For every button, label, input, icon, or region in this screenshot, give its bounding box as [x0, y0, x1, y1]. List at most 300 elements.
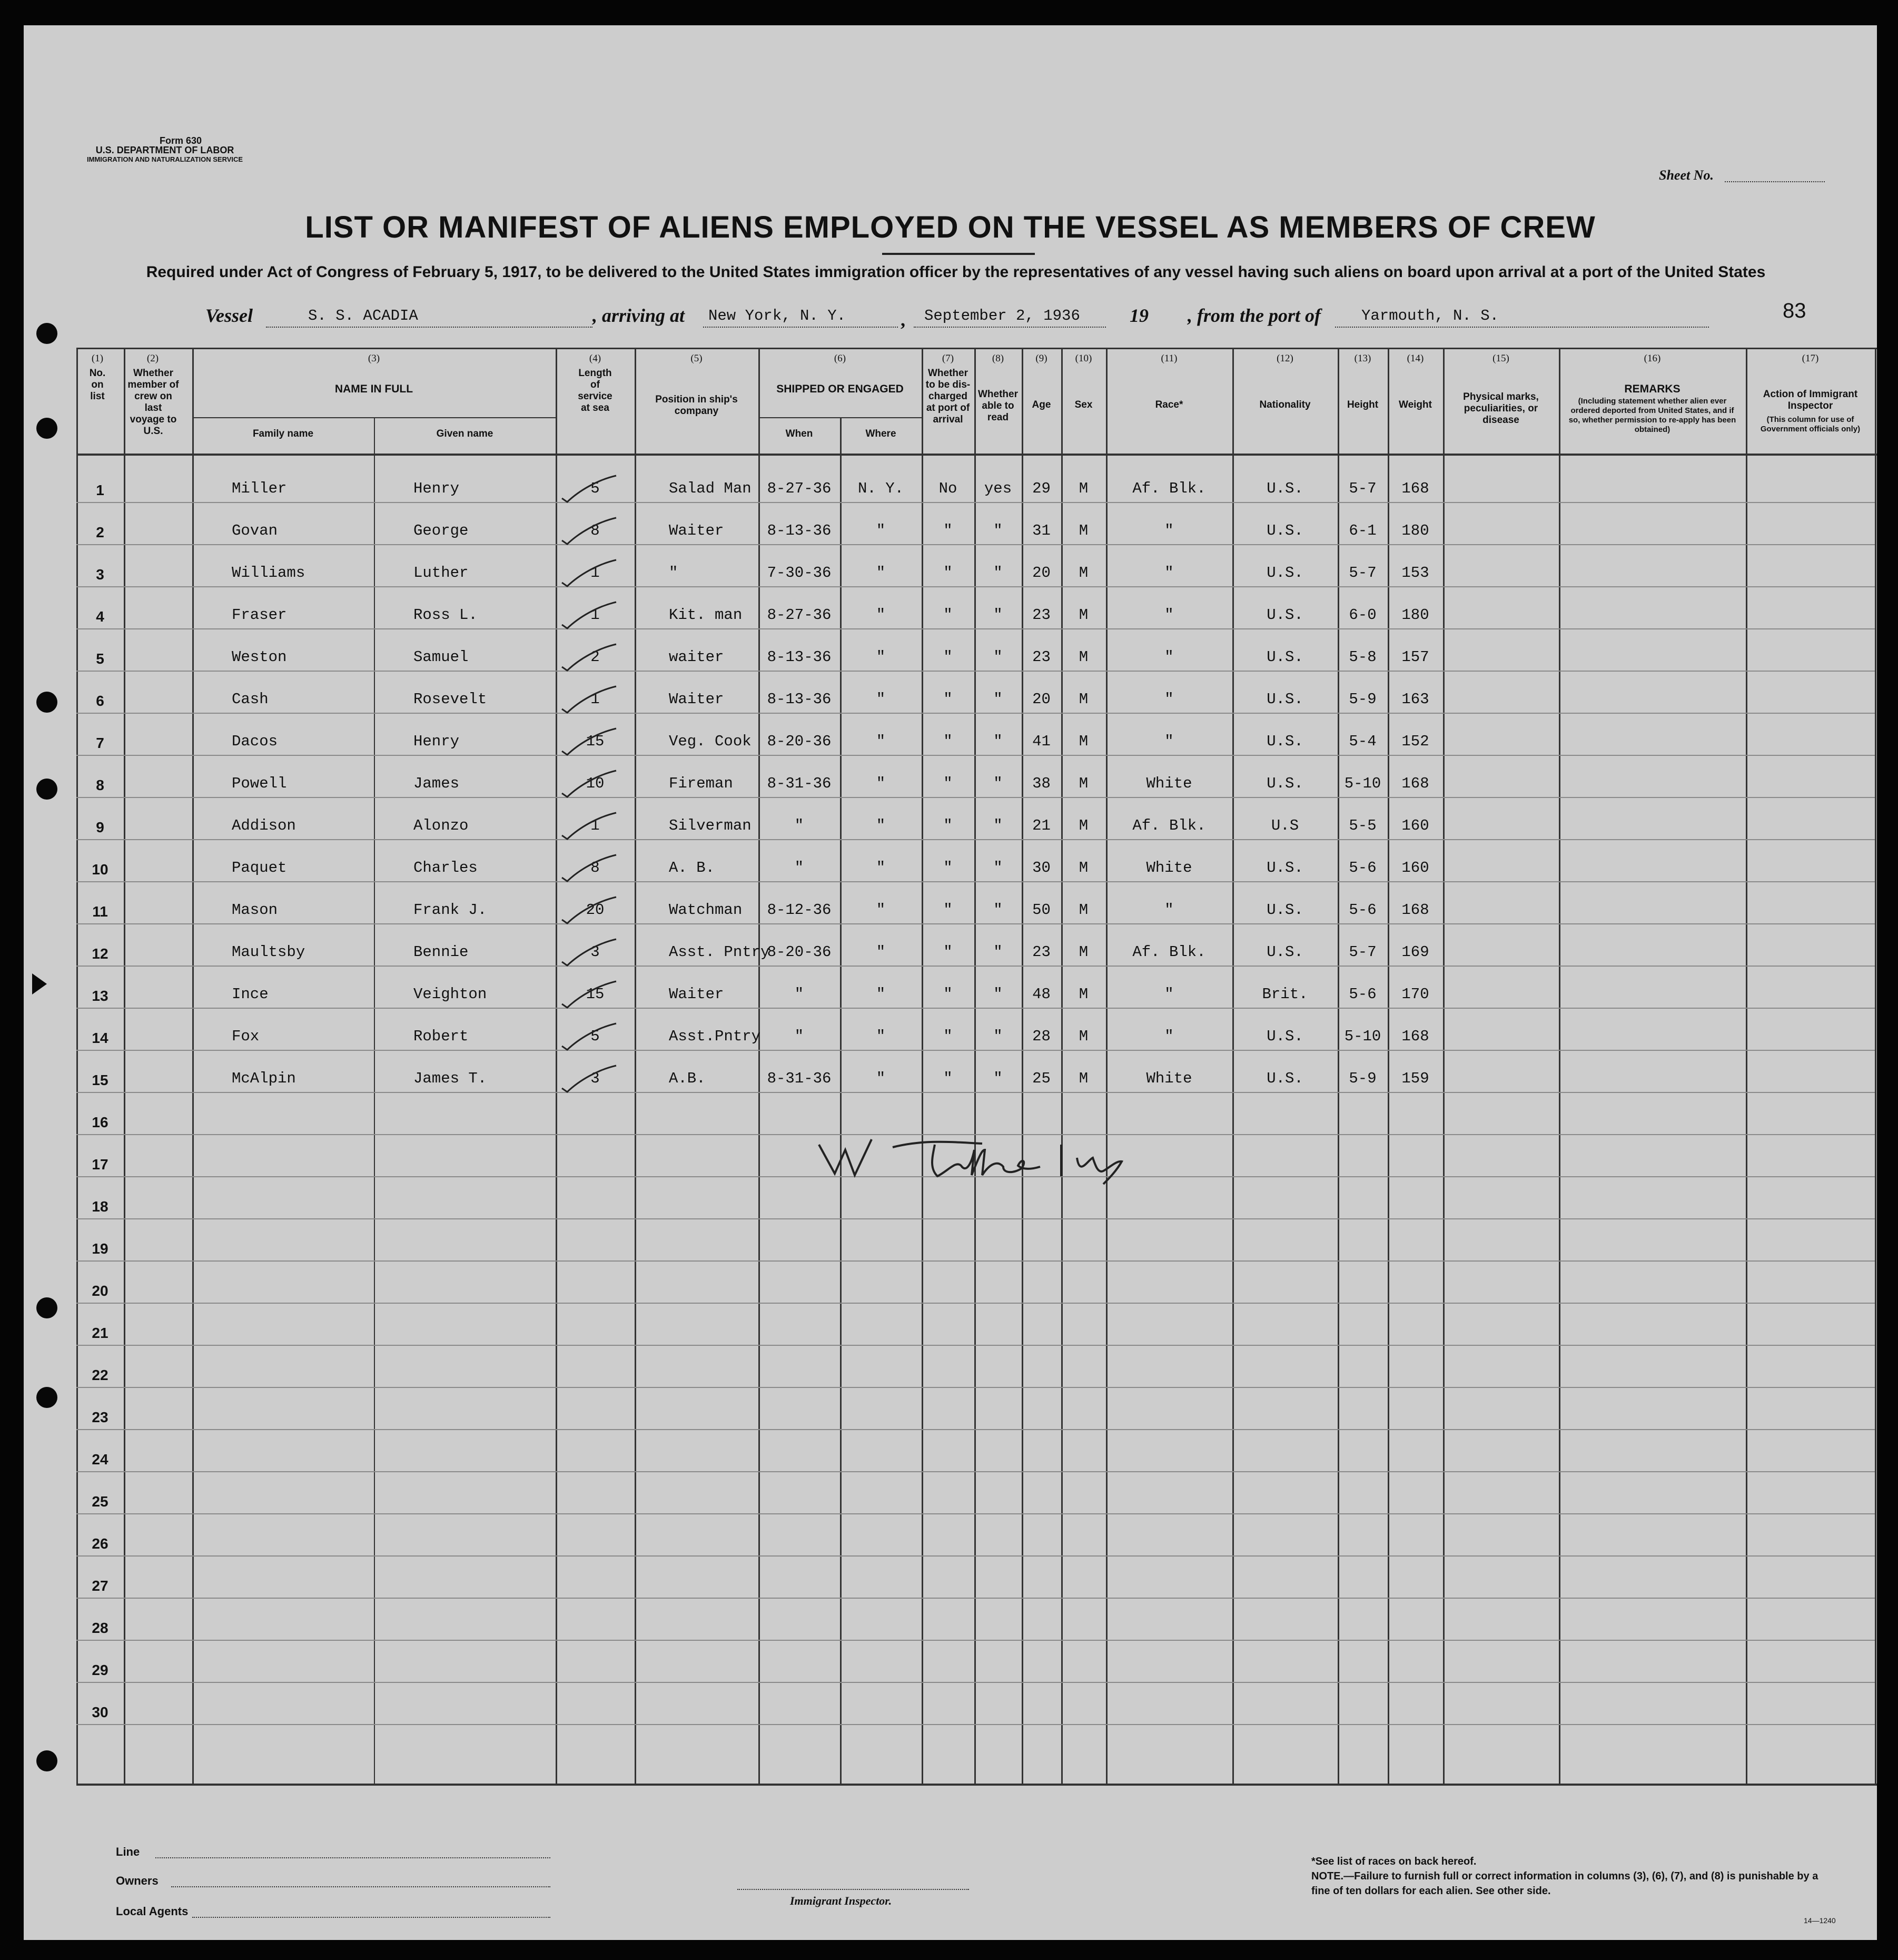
cell-height: 5-7 [1349, 480, 1377, 497]
cell-sex: M [1079, 901, 1089, 919]
cell-age: 23 [1032, 648, 1051, 666]
col-action: Action of Immigrant Inspector [1763, 389, 1858, 411]
row-number: 5 [96, 651, 104, 667]
cell-position: Salad Man [669, 480, 752, 497]
cell-height: 5-6 [1349, 859, 1377, 876]
cell-where: " [876, 648, 886, 666]
col-family-name: Family name [252, 428, 314, 439]
row-number: 27 [92, 1578, 108, 1594]
arriving-value: New York, N. Y. [708, 307, 846, 324]
cell-height: 5-10 [1344, 1028, 1381, 1045]
col-where: Where [865, 428, 896, 439]
cell-when: " [794, 817, 804, 834]
cell-when: 8-13-36 [767, 522, 832, 539]
cell-read: " [993, 943, 1003, 961]
row-rule [76, 1218, 1875, 1219]
cell-family: Williams [232, 564, 305, 582]
cell-family: Fraser [232, 606, 287, 624]
punch-hole [36, 418, 57, 439]
form-label [87, 136, 243, 164]
row-number: 23 [92, 1409, 108, 1425]
column-divider [1559, 348, 1560, 1784]
cell-height: 5-6 [1349, 986, 1377, 1003]
col-given-name: Given name [436, 428, 493, 439]
cell-when: 8-12-36 [767, 901, 832, 919]
cell-sex: M [1079, 606, 1089, 624]
cell-when: 7-30-36 [767, 564, 832, 582]
department-name: U.S. DEPARTMENT OF LABOR [95, 145, 234, 155]
row-number: 2 [96, 524, 104, 540]
col-remarks: REMARKS [1624, 383, 1680, 395]
row-rule [76, 1555, 1875, 1557]
cell-read: " [993, 606, 1003, 624]
cell-weight: 168 [1401, 901, 1429, 919]
cell-weight: 163 [1401, 691, 1429, 708]
cell-length: 8 [590, 859, 600, 876]
cell-family: Maultsby [232, 943, 305, 961]
column-divider [1443, 348, 1445, 1784]
cell-age: 25 [1032, 1070, 1051, 1087]
cell-age: 29 [1032, 480, 1051, 497]
cell-length: 5 [590, 1028, 600, 1045]
cell-discharged: " [943, 943, 953, 961]
from-label: , from the port of [1188, 305, 1321, 326]
cell-height: 5-4 [1349, 733, 1377, 750]
table-bottom-rule [76, 1784, 1877, 1786]
cell-sex: M [1079, 480, 1089, 497]
cell-given: James T. [413, 1070, 487, 1087]
cell-read: yes [984, 480, 1012, 497]
row-number: 22 [92, 1367, 108, 1383]
col-action-sub: (This column for use of Government officials only) [1760, 415, 1861, 434]
row-number: 20 [92, 1283, 108, 1299]
cell-nationality: U.S. [1267, 564, 1303, 582]
cell-where: " [876, 986, 886, 1003]
row-number: 26 [92, 1535, 108, 1552]
row-rule [76, 1303, 1875, 1304]
cell-discharged: " [943, 1028, 953, 1045]
col-2-number: (2) [146, 353, 159, 364]
cell-given: Veighton [413, 986, 487, 1003]
col-11-number: (11) [1161, 353, 1178, 364]
cell-sex: M [1079, 775, 1089, 792]
footer-line-label: Line [116, 1845, 140, 1858]
punch-hole [36, 779, 57, 800]
punch-hole [36, 1750, 57, 1771]
cell-discharged: " [943, 522, 953, 539]
cell-when: 8-27-36 [767, 480, 832, 497]
cell-where: N. Y. [857, 480, 904, 497]
row-number: 10 [92, 861, 108, 878]
col-no-on-list: No. on list [89, 368, 106, 402]
cell-sex: M [1079, 1028, 1089, 1045]
row-number: 28 [92, 1620, 108, 1636]
cell-when: 8-27-36 [767, 606, 832, 624]
cell-discharged: " [943, 648, 953, 666]
row-rule [76, 502, 1875, 503]
row-rule [76, 713, 1875, 714]
cell-family: Cash [232, 691, 269, 708]
arriving-underline [703, 327, 898, 328]
cell-where: " [876, 901, 886, 919]
cell-race: White [1146, 859, 1192, 876]
row-number: 21 [92, 1325, 108, 1341]
cell-height: 5-9 [1349, 691, 1377, 708]
cell-discharged: " [943, 691, 953, 708]
check-mark [561, 517, 619, 548]
check-mark [561, 812, 619, 843]
cell-when: 8-20-36 [767, 943, 832, 961]
cell-position: Asst. Pntry [669, 943, 770, 961]
cell-age: 30 [1032, 859, 1051, 876]
row-number: 30 [92, 1704, 108, 1720]
vessel-label: Vessel [205, 305, 253, 326]
cell-position: Waiter [669, 522, 724, 539]
cell-length: 1 [590, 691, 600, 708]
row-rule [76, 1640, 1875, 1641]
row-number: 16 [92, 1114, 108, 1130]
cell-age: 41 [1032, 733, 1051, 750]
arriving-label: , arriving at [592, 305, 685, 326]
cell-weight: 157 [1401, 648, 1429, 666]
check-mark [561, 896, 619, 928]
cell-age: 48 [1032, 986, 1051, 1003]
col-16-number: (16) [1644, 353, 1661, 364]
col-sex: Sex [1074, 399, 1093, 410]
col-remarks-sub: (Including statement whether alien ever ordered deported from United States, and if so, whether permission to re-apply has been obtained) [1568, 397, 1736, 434]
footer-agents-field [192, 1917, 550, 1918]
cell-height: 6-0 [1349, 606, 1377, 624]
comma: , [901, 309, 905, 330]
cell-position: Waiter [669, 986, 724, 1003]
cell-read: " [993, 564, 1003, 582]
check-mark [561, 601, 619, 633]
row-rule [76, 1050, 1875, 1051]
row-rule [76, 1092, 1875, 1093]
cell-weight: 180 [1401, 606, 1429, 624]
col-race: Race* [1155, 399, 1183, 410]
check-mark [561, 980, 619, 1012]
col-position: Position in ship's company [655, 394, 738, 417]
cell-when: 8-31-36 [767, 775, 832, 792]
col-shipped-engaged: SHIPPED OR ENGAGED [776, 383, 904, 395]
cell-age: 20 [1032, 691, 1051, 708]
column-divider [635, 348, 636, 1784]
cell-position: Waiter [669, 691, 724, 708]
row-number: 1 [96, 482, 104, 498]
cell-position: Kit. man [669, 606, 743, 624]
column-divider [1746, 348, 1747, 1784]
row-number: 13 [92, 988, 108, 1004]
column-divider [1388, 348, 1389, 1784]
vessel-underline [266, 327, 592, 328]
cell-position: Veg. Cook [669, 733, 752, 750]
cell-given: Henry [413, 480, 460, 497]
row-rule [76, 1724, 1875, 1725]
cell-position: Watchman [669, 901, 743, 919]
col-when: When [785, 428, 813, 439]
cell-age: 23 [1032, 943, 1051, 961]
cell-read: " [993, 522, 1003, 539]
col-height: Height [1347, 399, 1379, 410]
cell-race: " [1164, 522, 1174, 539]
page-number: 83 [1783, 299, 1806, 322]
row-number: 6 [96, 693, 104, 709]
cell-nationality: U.S. [1267, 648, 1303, 666]
column-divider [1022, 348, 1023, 1784]
from-value: Yarmouth, N. S. [1361, 307, 1499, 324]
row-number: 4 [96, 608, 104, 625]
cell-given: Luther [413, 564, 469, 582]
cell-where: " [876, 943, 886, 961]
cell-sex: M [1079, 859, 1089, 876]
table-top-rule [76, 348, 1877, 349]
column-divider [1061, 348, 1063, 1784]
cell-length: 2 [590, 648, 600, 666]
cell-weight: 159 [1401, 1070, 1429, 1087]
column-divider [758, 348, 760, 1784]
column-divider [556, 348, 557, 1784]
cell-discharged: " [943, 733, 953, 750]
cell-family: Fox [232, 1028, 260, 1045]
cell-nationality: U.S. [1267, 480, 1303, 497]
cell-nationality: U.S. [1267, 733, 1303, 750]
row-number: 29 [92, 1662, 108, 1678]
cell-nationality: U.S. [1267, 901, 1303, 919]
column-divider [1338, 348, 1339, 1784]
cell-nationality: Brit. [1262, 986, 1308, 1003]
row-number: 8 [96, 777, 104, 793]
table-header-rule [76, 454, 1877, 456]
cell-age: 23 [1032, 606, 1051, 624]
check-mark [561, 938, 619, 970]
cell-race: Af. Blk. [1132, 943, 1206, 961]
cell-family: Ince [232, 986, 269, 1003]
col-17-number: (17) [1802, 353, 1819, 364]
date-underline [914, 327, 1106, 328]
cell-discharged: " [943, 986, 953, 1003]
cell-nationality: U.S. [1267, 606, 1303, 624]
column-divider [974, 348, 976, 1784]
cell-length: 1 [590, 817, 600, 834]
row-number: 17 [92, 1156, 108, 1173]
column-divider [76, 348, 78, 1784]
column-divider [1875, 348, 1876, 1784]
check-mark [561, 1065, 619, 1096]
cell-length: 1 [590, 564, 600, 582]
row-rule [76, 881, 1875, 882]
cell-sex: M [1079, 817, 1089, 834]
column-divider [922, 348, 923, 1784]
footer-owners-field [171, 1886, 550, 1887]
footer-owners-label: Owners [116, 1874, 159, 1887]
cell-family: Mason [232, 901, 278, 919]
cell-given: Samuel [413, 648, 469, 666]
cell-given: James [413, 775, 460, 792]
vessel-value: S. S. ACADIA [308, 307, 418, 324]
cell-sex: M [1079, 691, 1089, 708]
print-code: 14—1240 [1804, 1916, 1836, 1925]
cell-weight: 168 [1401, 480, 1429, 497]
col-12-number: (12) [1277, 353, 1293, 364]
footer-agents-label: Local Agents [116, 1905, 189, 1918]
cell-race: " [1164, 606, 1174, 624]
row-rule [76, 1471, 1875, 1472]
check-mark [561, 1022, 619, 1054]
row-number: 11 [92, 903, 108, 920]
cell-family: Addison [232, 817, 296, 834]
cell-length: 1 [590, 606, 600, 624]
cell-race: White [1146, 775, 1192, 792]
row-number: 25 [92, 1493, 108, 1510]
col-length-service: Length of service at sea [578, 368, 612, 413]
cell-height: 5-7 [1349, 943, 1377, 961]
cell-given: Ross L. [413, 606, 478, 624]
form-number: Form 630 [160, 135, 202, 146]
cell-where: " [876, 1028, 886, 1045]
cell-read: " [993, 1070, 1003, 1087]
check-mark [561, 475, 619, 506]
col-13-number: (13) [1354, 353, 1371, 364]
cell-length: 20 [586, 901, 605, 919]
cell-discharged: " [943, 606, 953, 624]
penalty-note: NOTE.—Failure to furnish full or correct information in columns (3), (6), (7), and (8) is punishable by a fine of ten dollars for each alien. See other side. [1311, 1870, 1818, 1897]
cell-position: Silverman [669, 817, 752, 834]
cell-weight: 152 [1401, 733, 1429, 750]
col-3-number: (3) [368, 353, 380, 364]
column-divider [124, 348, 125, 1784]
row-rule [76, 1260, 1875, 1262]
row-rule [76, 966, 1875, 967]
cell-given: Rosevelt [413, 691, 487, 708]
cell-read: " [993, 691, 1003, 708]
col-discharged: Whether to be dis-charged at port of arrival [925, 368, 971, 425]
row-rule [76, 1429, 1875, 1430]
cell-family: Weston [232, 648, 287, 666]
cell-given: Bennie [413, 943, 469, 961]
cell-length: 3 [590, 1070, 600, 1087]
cell-position: Fireman [669, 775, 733, 792]
check-mark [561, 854, 619, 885]
cell-race: White [1146, 1070, 1192, 1087]
cell-family: Govan [232, 522, 278, 539]
cell-race: " [1164, 901, 1174, 919]
row-number: 7 [96, 735, 104, 751]
row-rule [76, 839, 1875, 840]
col-whether-member: Whether member of crew on last voyage to U.S. [127, 368, 179, 437]
cell-sex: M [1079, 986, 1089, 1003]
cell-read: " [993, 859, 1003, 876]
cell-family: Paquet [232, 859, 287, 876]
row-rule [76, 755, 1875, 756]
cell-position: " [669, 564, 678, 582]
punch-notch [32, 973, 47, 994]
cell-given: Frank J. [413, 901, 487, 919]
cell-race: " [1164, 986, 1174, 1003]
cell-given: Alonzo [413, 817, 469, 834]
punch-hole [36, 1297, 57, 1318]
from-underline [1335, 327, 1709, 328]
inspector-label: Immigrant Inspector. [790, 1894, 892, 1907]
row-rule [76, 1387, 1875, 1388]
cell-nationality: U.S. [1267, 859, 1303, 876]
cell-nationality: U.S. [1267, 522, 1303, 539]
cell-length: 5 [590, 480, 600, 497]
cell-age: 31 [1032, 522, 1051, 539]
column-divider [192, 348, 194, 1784]
sheet-no-label: Sheet No. [1659, 168, 1714, 183]
cell-weight: 153 [1401, 564, 1429, 582]
row-rule [76, 1682, 1875, 1683]
inspector-sign-line [737, 1889, 969, 1890]
cell-age: 21 [1032, 817, 1051, 834]
cell-discharged: " [943, 901, 953, 919]
cell-race: " [1164, 564, 1174, 582]
row-number: 18 [92, 1198, 108, 1215]
cell-weight: 168 [1401, 775, 1429, 792]
cell-position: A. B. [669, 859, 715, 876]
punch-hole [36, 1387, 57, 1408]
col-age: Age [1032, 399, 1051, 410]
year-label: 19 [1130, 305, 1149, 326]
col-6-number: (6) [834, 353, 846, 364]
cell-length: 10 [586, 775, 605, 792]
cell-read: " [993, 648, 1003, 666]
row-rule [76, 1598, 1875, 1599]
cell-where: " [876, 775, 886, 792]
cell-weight: 160 [1401, 817, 1429, 834]
cell-height: 5-6 [1349, 901, 1377, 919]
col-4-number: (4) [589, 353, 601, 364]
cell-where: " [876, 733, 886, 750]
col-8-number: (8) [992, 353, 1004, 364]
title-rule [882, 253, 1035, 255]
cell-sex: M [1079, 1070, 1089, 1087]
cell-read: " [993, 817, 1003, 834]
cell-weight: 170 [1401, 986, 1429, 1003]
row-number: 3 [96, 566, 104, 583]
cell-height: 5-10 [1344, 775, 1381, 792]
row-number: 15 [92, 1072, 108, 1088]
cell-given: George [413, 522, 469, 539]
check-mark [561, 643, 619, 675]
col-14-number: (14) [1407, 353, 1424, 364]
cell-nationality: U.S [1271, 817, 1299, 834]
cell-age: 50 [1032, 901, 1051, 919]
cell-position: A.B. [669, 1070, 706, 1087]
page-title: LIST OR MANIFEST OF ALIENS EMPLOYED ON THE VESSEL AS MEMBERS OF CREW [305, 210, 1596, 244]
cell-family: Miller [232, 480, 287, 497]
cell-sex: M [1079, 943, 1089, 961]
cell-age: 20 [1032, 564, 1051, 582]
cell-weight: 180 [1401, 522, 1429, 539]
cell-given: Robert [413, 1028, 469, 1045]
cell-when: " [794, 986, 804, 1003]
cell-when: " [794, 859, 804, 876]
row-rule [76, 1008, 1875, 1009]
cell-where: " [876, 817, 886, 834]
cell-when: 8-13-36 [767, 648, 832, 666]
cell-length: 3 [590, 943, 600, 961]
row-rule [76, 544, 1875, 545]
cell-when: 8-31-36 [767, 1070, 832, 1087]
cell-discharged: No [938, 480, 957, 497]
cell-race: " [1164, 733, 1174, 750]
row-rule [76, 923, 1875, 924]
cell-weight: 169 [1401, 943, 1429, 961]
cell-position: waiter [669, 648, 724, 666]
col-name-in-full: NAME IN FULL [334, 383, 413, 395]
